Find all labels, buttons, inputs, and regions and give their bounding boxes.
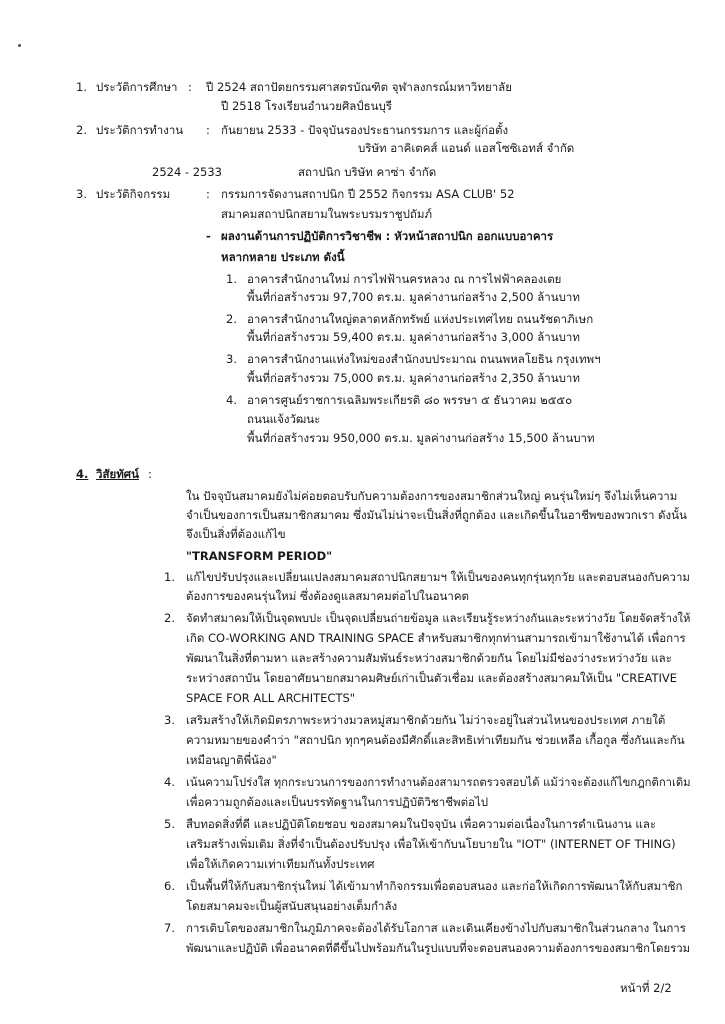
section-2-years: 2524 - 2533 xyxy=(152,165,222,179)
section-4-number: 4. xyxy=(76,467,89,481)
section-1-title: ประวัติการศึกษา xyxy=(96,80,178,94)
vision-item-2-line: จัดทำสมาคมให้เป็นจุดพบปะ เป็นจุดเปลี่ยนถ่ายข้อมูล และเรียนรู้ระหว่างกันและระหว่างวัย โดยจัดสร้างให้ xyxy=(186,611,691,625)
work-4-number: 4. xyxy=(226,393,237,407)
vision-item-3-line: ความหมายของคำว่า "สถาปนิก ทุกๆคนต้องมีศักดิ์และสิทธิเท่าเทียมกัน ช่วยเหลือ เกื้อกูล ซึ่งกันและกัน xyxy=(186,733,685,747)
section-2-colon: : xyxy=(206,123,210,137)
vision-item-2-line: SPACE FOR ALL ARCHITECTS" xyxy=(186,691,356,705)
vision-item-2-line: ระหว่างสถาบัน โดยอาศัยนายกสมาคมศิษย์เก่าเป็นตัวเชื่อม และต้องสร้างสมาคมให้เป็น "CREATIVE xyxy=(186,671,677,685)
section-3-title: ประวัติกิจกรรม xyxy=(96,187,171,201)
section-1-line-2: ปี 2518 โรงเรียนอำนวยศิลป์ธนบุรี xyxy=(221,99,392,113)
work-3-name: อาคารสำนักงานแห่งใหม่ของสำนักงบประมาณ ถนนพหลโยธิน กรุงเทพฯ xyxy=(247,352,601,366)
section-2-line-2: บริษัท อาคิเตคส์ แอนด์ แอสโซซิเอทส์ จำกัด xyxy=(358,141,575,155)
vision-item-4-line: เพื่อความถูกต้องและเป็นบรรทัดฐานในการปฏิบัติวิชาชีพต่อไป xyxy=(186,795,489,809)
section-3-number: 3. xyxy=(76,187,87,201)
vision-intro-line-3: จึงเป็นสิ่งที่ต้องแก้ไข xyxy=(186,527,286,541)
work-1-stats: พื้นที่ก่อสร้างรวม 97,700 ตร.ม. มูลค่างานก่อสร้าง 2,500 ล้านบาท xyxy=(247,290,580,304)
vision-item-3-line: เหมือนญาติพี่น้อง" xyxy=(186,753,277,767)
vision-intro-line-1: ใน ปัจจุบันสมาคมยังไม่ค่อยตอบรับกับความต้องการของสมาชิกส่วนใหญ่ คนรุ่นใหม่ๆ จึงไม่เห็นความ xyxy=(186,489,678,503)
section-2-line-1: กันยายน 2533 - ปัจจุบันรองประธานกรรมการ และผู้ก่อตั้ง xyxy=(221,123,509,137)
vision-item-7-line: พัฒนาและปฏิบัติ เพื่ออนาคตที่ดีขึ้นไปพร้อมกันในรูปแบบที่จะตอบสนองความต้องการของสมาชิกโดยรวม xyxy=(186,941,691,955)
vision-item-5-line: เพื่อให้เกิดความเท่าเทียมกันทั้งประเทศ xyxy=(186,857,375,871)
vision-item-7-line: การเติบโตของสมาชิกในภูมิภาคจะต้องได้รับโอกาส และเดินเคียงข้างไปกับสมาชิกในส่วนกลาง ในการ xyxy=(186,921,686,935)
work-2-stats: พื้นที่ก่อสร้างรวม 59,400 ตร.ม. มูลค่างานก่อสร้าง 3,000 ล้านบาท xyxy=(247,330,580,344)
section-4-colon: : xyxy=(148,467,152,481)
work-2-number: 2. xyxy=(226,312,237,326)
work-4-name-2: ถนนแจ้งวัฒนะ xyxy=(247,412,321,426)
section-4-title: วิสัยทัศน์ xyxy=(96,467,139,481)
section-2-number: 2. xyxy=(76,123,87,137)
section-1-colon: : xyxy=(188,80,192,94)
work-3-stats: พื้นที่ก่อสร้างรวม 75,000 ตร.ม. มูลค่างานก่อสร้าง 2,350 ล้านบาท xyxy=(247,371,580,385)
section-3-bullet: - xyxy=(206,229,211,243)
section-2-title: ประวัติการทำงาน xyxy=(96,123,184,137)
vision-item-6-line: โดยสมาคมจะเป็นผู้สนับสนุนอย่างเต็มกำลัง xyxy=(186,899,398,913)
vision-item-3-line: เสริมสร้างให้เกิดมิตรภาพระหว่างมวลหมู่สมาชิกด้วยกัน ไม่ว่าจะอยู่ในส่วนไหนของประเทศ ภายใต้ xyxy=(186,713,666,727)
vision-item-7-number: 7. xyxy=(164,921,175,935)
vision-item-1-line: ต้องการของคนรุ่นใหม่ ซึ่งต้องดูแลสมาคมต่อไปในอนาคต xyxy=(186,589,469,603)
work-4-stats: พื้นที่ก่อสร้างรวม 950,000 ตร.ม. มูลค่างานก่อสร้าง 15,500 ล้านบาท xyxy=(247,431,595,445)
section-3-line-2: สมาคมสถาปนิกสยามในพระบรมราชูปถัมภ์ xyxy=(221,207,433,221)
work-4-name: อาคารศูนย์ราชการเฉลิมพระเกียรติ ๘๐ พรรษา ๕ ธันวาคม ๒๕๕๐ xyxy=(247,393,573,407)
vision-item-3-number: 3. xyxy=(164,713,175,727)
section-2-line-3: สถาปนิก บริษัท คาซ่า จำกัด xyxy=(298,165,437,179)
scan-speck xyxy=(18,44,21,47)
page-number: หน้าที่ 2/2 xyxy=(620,981,672,995)
vision-item-5-number: 5. xyxy=(164,817,175,831)
vision-item-6-line: เป็นพื้นที่ให้กับสมาชิกรุ่นใหม่ ได้เข้ามาทำกิจกรรมเพื่อตอบสนอง และก่อให้เกิดการพัฒนาให้กับสมาชิก xyxy=(186,879,683,893)
vision-item-1-line: แก้ไขปรับปรุงและเปลี่ยนแปลงสมาคมสถาปนิกสยามฯ ให้เป็นของคนทุกรุ่นทุกวัย และตอบสนองกับความ xyxy=(186,570,690,584)
work-2-name: อาคารสำนักงานใหญ่ตลาดหลักทรัพย์ แห่งประเทศไทย ถนนรัชดาภิเษก xyxy=(247,312,594,326)
vision-item-6-number: 6. xyxy=(164,879,175,893)
vision-item-5-line: สืบทอดสิ่งที่ดี และปฏิบัติโดยชอบ ของสมาคมในปัจจุบัน เพื่อความต่อเนื่องในการดำเนินงาน และ xyxy=(186,817,657,831)
transform-period-heading: "TRANSFORM PERIOD" xyxy=(186,549,333,563)
work-3-number: 3. xyxy=(226,352,237,366)
work-1-name: อาคารสำนักงานใหม่ การไฟฟ้านครหลวง ณ การไฟฟ้าคลองเตย xyxy=(247,272,562,286)
section-1-number: 1. xyxy=(76,80,87,94)
section-3-colon: : xyxy=(206,187,210,201)
vision-item-2-number: 2. xyxy=(164,611,175,625)
vision-item-1-number: 1. xyxy=(164,570,175,584)
vision-item-2-line: เกิด CO-WORKING AND TRAINING SPACE สำหรับสมาชิกทุกท่านสามารถเข้ามาใช้งานได้ เพื่อการ xyxy=(186,631,686,645)
section-3-heading-1: ผลงานด้านการปฏิบัติการวิชาชีพ : หัวหน้าสถาปนิก ออกแบบอาคาร xyxy=(221,229,554,243)
vision-item-5-line: เสริมสร้างเพิ่มเติม สิ่งที่จำเป็นต้องปรับปรุง เพื่อให้เข้ากับนโยบายใน "IOT" (INTERNET OF THING) xyxy=(186,837,676,851)
section-1-line-1: ปี 2524 สถาปัตยกรรมศาสตรบัณฑิต จุฬาลงกรณ์มหาวิทยาลัย xyxy=(206,80,512,94)
work-1-number: 1. xyxy=(226,272,237,286)
vision-item-4-number: 4. xyxy=(164,775,175,789)
vision-item-2-line: พัฒนาในสิ่งที่ตามหา และสร้างความสัมพันธ์ระหว่างสมาชิกด้วยกัน โดยไม่มีช่องว่างระหว่างวัย และ xyxy=(186,651,672,665)
vision-intro-line-2: จำเป็นของการเป็นสมาชิกสมาคม ซึ่งมันไม่น่าจะเป็นสิ่งที่ถูกต้อง และเกิดขึ้นในอาชีพของพวกเรา ดังนั้น xyxy=(186,508,687,522)
section-3-line-1: กรรมการจัดงานสถาปนิก ปี 2552 กิจกรรม ASA CLUB' 52 xyxy=(221,187,515,201)
vision-item-4-line: เน้นความโปร่งใส ทุกกระบวนการของการทำงานต้องสามารถตรวจสอบได้ แม้ว่าจะต้องแก้ไขกฎกติกาเดิม xyxy=(186,775,691,789)
section-3-heading-2: หลากหลาย ประเภท ดังนี้ xyxy=(221,250,345,264)
